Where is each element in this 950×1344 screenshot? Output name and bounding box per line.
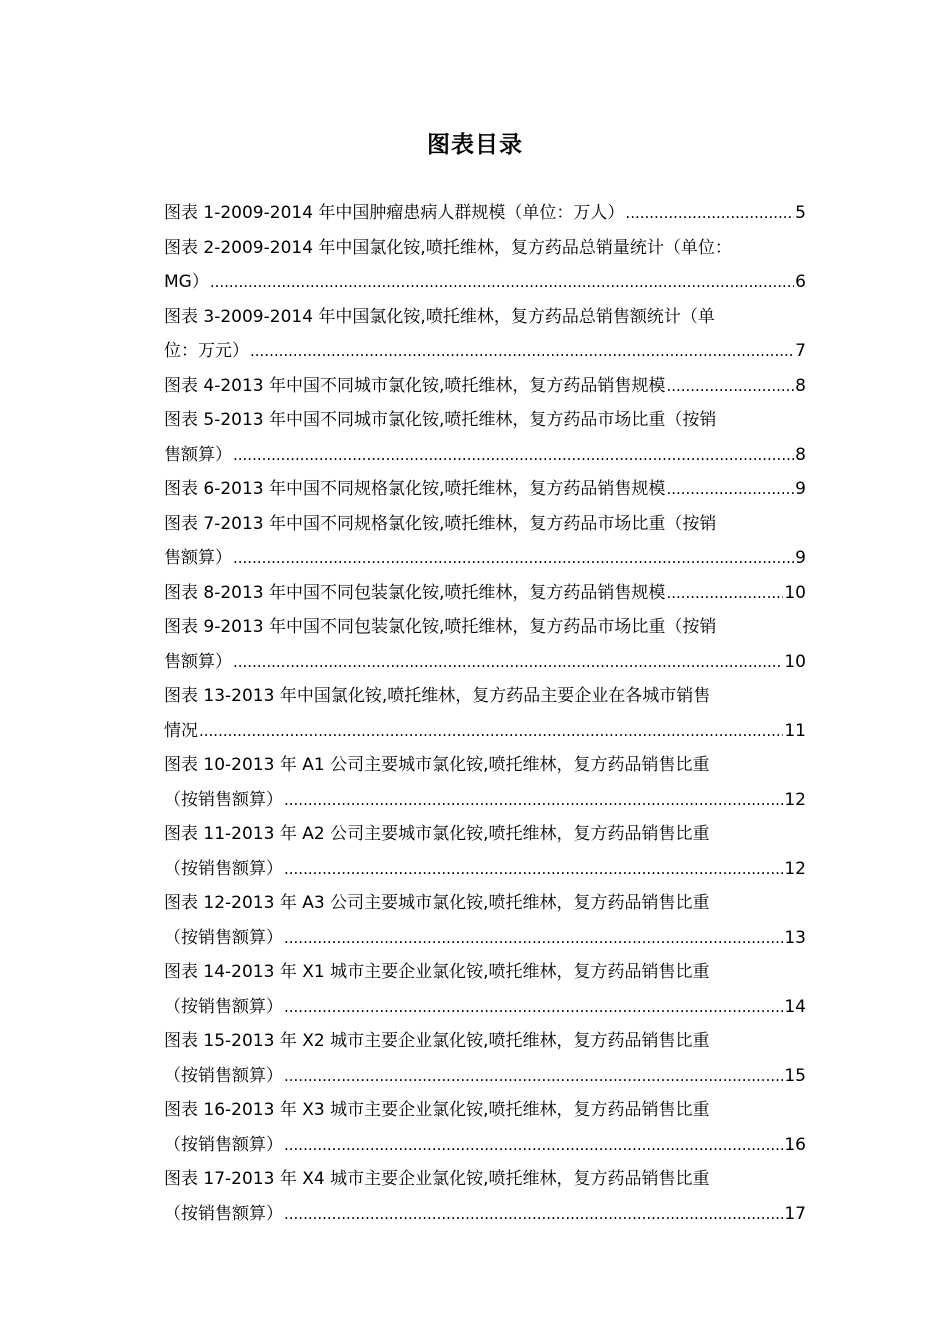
toc-entry-title-continued: 售额算） [164, 444, 232, 465]
toc-page-number: 12 [784, 789, 806, 810]
dot-leader [284, 990, 783, 1025]
toc-entry[interactable] [164, 403, 806, 472]
toc-entry-title-continued: （按销售额算） [164, 996, 283, 1017]
toc-page-number: 7 [795, 341, 806, 361]
dot-leader [284, 783, 783, 818]
toc-entry-title-continued: （按销售额算） [164, 789, 283, 810]
toc-page-number: 6 [795, 272, 806, 292]
toc-page-number: 9 [795, 548, 806, 568]
toc-entry[interactable] [164, 817, 806, 886]
toc-entry[interactable] [164, 1162, 806, 1231]
toc-entry-title-continued: （按销售额算） [164, 858, 283, 879]
page-title: 图表目录 [427, 132, 523, 158]
dot-leader [284, 1059, 783, 1094]
dot-leader [284, 1128, 783, 1163]
toc-entry-title: 图表 10-2013 年 A1 公司主要城市氯化铵,喷托维林，复方药品销售比重 [164, 755, 710, 775]
toc-entry[interactable] [164, 231, 806, 300]
toc-entry-title-continued: MG） [164, 272, 209, 292]
toc-entry[interactable] [164, 196, 806, 231]
table-of-figures [164, 196, 806, 1231]
dot-leader [284, 852, 783, 887]
toc-entry[interactable] [164, 472, 806, 507]
toc-entry-title: 图表 7-2013 年中国不同规格氯化铵,喷托维林，复方药品市场比重（按销 [164, 513, 717, 534]
toc-page-number: 11 [784, 720, 806, 741]
toc-page-number: 9 [795, 479, 806, 499]
toc-entry[interactable] [164, 300, 806, 369]
dot-leader [210, 265, 794, 300]
toc-page-number: 15 [784, 1065, 806, 1086]
toc-entry[interactable] [164, 1024, 806, 1093]
toc-entry[interactable] [164, 1093, 806, 1162]
dot-leader [233, 541, 794, 576]
toc-entry-title-continued: （按销售额算） [164, 927, 283, 948]
toc-page-number: 12 [784, 858, 806, 879]
toc-entry[interactable] [164, 955, 806, 1024]
toc-entry-title: 图表 11-2013 年 A2 公司主要城市氯化铵,喷托维林，复方药品销售比重 [164, 824, 710, 844]
toc-entry-title: 图表 13-2013 年中国氯化铵,喷托维林，复方药品主要企业在各城市销售 [164, 686, 711, 706]
toc-entry-title-continued: 售额算） [164, 548, 232, 568]
dot-leader [284, 921, 783, 956]
toc-entry-title: 图表 4-2013 年中国不同城市氯化铵,喷托维林，复方药品销售规模 [164, 375, 666, 396]
dot-leader [233, 645, 783, 680]
toc-page-number: 8 [795, 375, 806, 396]
toc-entry-title-continued: 情况 [164, 720, 198, 741]
toc-entry-title: 图表 1-2009-2014 年中国肿瘤患病人群规模（单位：万人） [164, 203, 625, 223]
toc-entry-title: 图表 12-2013 年 A3 公司主要城市氯化铵,喷托维林，复方药品销售比重 [164, 893, 710, 913]
toc-entry-title-continued: 售额算） [164, 651, 232, 672]
toc-entry-title-continued: （按销售额算） [164, 1203, 283, 1224]
toc-entry-title: 图表 16-2013 年 X3 城市主要企业氯化铵,喷托维林，复方药品销售比重 [164, 1100, 710, 1120]
toc-entry[interactable] [164, 610, 806, 679]
toc-entry-title: 图表 6-2013 年中国不同规格氯化铵,喷托维林，复方药品销售规模 [164, 479, 666, 499]
toc-entry[interactable] [164, 679, 806, 748]
dot-leader [250, 334, 794, 369]
toc-entry-title: 图表 2-2009-2014 年中国氯化铵,喷托维林，复方药品总销量统计（单位： [164, 237, 732, 258]
toc-page-number: 13 [784, 927, 806, 948]
toc-entry[interactable] [164, 886, 806, 955]
toc-page-number: 14 [784, 996, 806, 1017]
toc-page-number: 10 [784, 582, 806, 603]
toc-entry[interactable] [164, 507, 806, 576]
toc-entry-title: 图表 8-2013 年中国不同包装氯化铵,喷托维林，复方药品销售规模 [164, 582, 666, 603]
dot-leader [233, 438, 794, 473]
toc-entry-title: 图表 15-2013 年 X2 城市主要企业氯化铵,喷托维林，复方药品销售比重 [164, 1031, 710, 1051]
toc-page-number: 10 [784, 651, 806, 672]
toc-entry[interactable] [164, 748, 806, 817]
toc-entry-title: 图表 17-2013 年 X4 城市主要企业氯化铵,喷托维林，复方药品销售比重 [164, 1169, 710, 1189]
toc-page-number: 5 [795, 203, 806, 223]
toc-page-number: 16 [784, 1134, 806, 1155]
toc-entry-title: 图表 9-2013 年中国不同包装氯化铵,喷托维林，复方药品市场比重（按销 [164, 617, 717, 637]
toc-entry-title: 图表 3-2009-2014 年中国氯化铵,喷托维林，复方药品总销售额统计（单 [164, 306, 715, 327]
dot-leader [284, 1197, 783, 1232]
dot-leader [666, 369, 794, 404]
dot-leader [625, 196, 794, 231]
toc-entry-title-continued: （按销售额算） [164, 1065, 283, 1086]
toc-entry-title-continued: （按销售额算） [164, 1134, 283, 1155]
toc-page-number: 17 [784, 1203, 806, 1224]
toc-entry-title-continued: 位：万元） [164, 341, 249, 361]
dot-leader [199, 714, 783, 749]
dot-leader [666, 576, 783, 611]
toc-page-number: 8 [795, 444, 806, 465]
toc-entry-title: 图表 14-2013 年 X1 城市主要企业氯化铵,喷托维林，复方药品销售比重 [164, 962, 710, 982]
toc-entry[interactable] [164, 369, 806, 404]
toc-entry-title: 图表 5-2013 年中国不同城市氯化铵,喷托维林，复方药品市场比重（按销 [164, 410, 717, 430]
dot-leader [666, 472, 794, 507]
toc-entry[interactable] [164, 576, 806, 611]
